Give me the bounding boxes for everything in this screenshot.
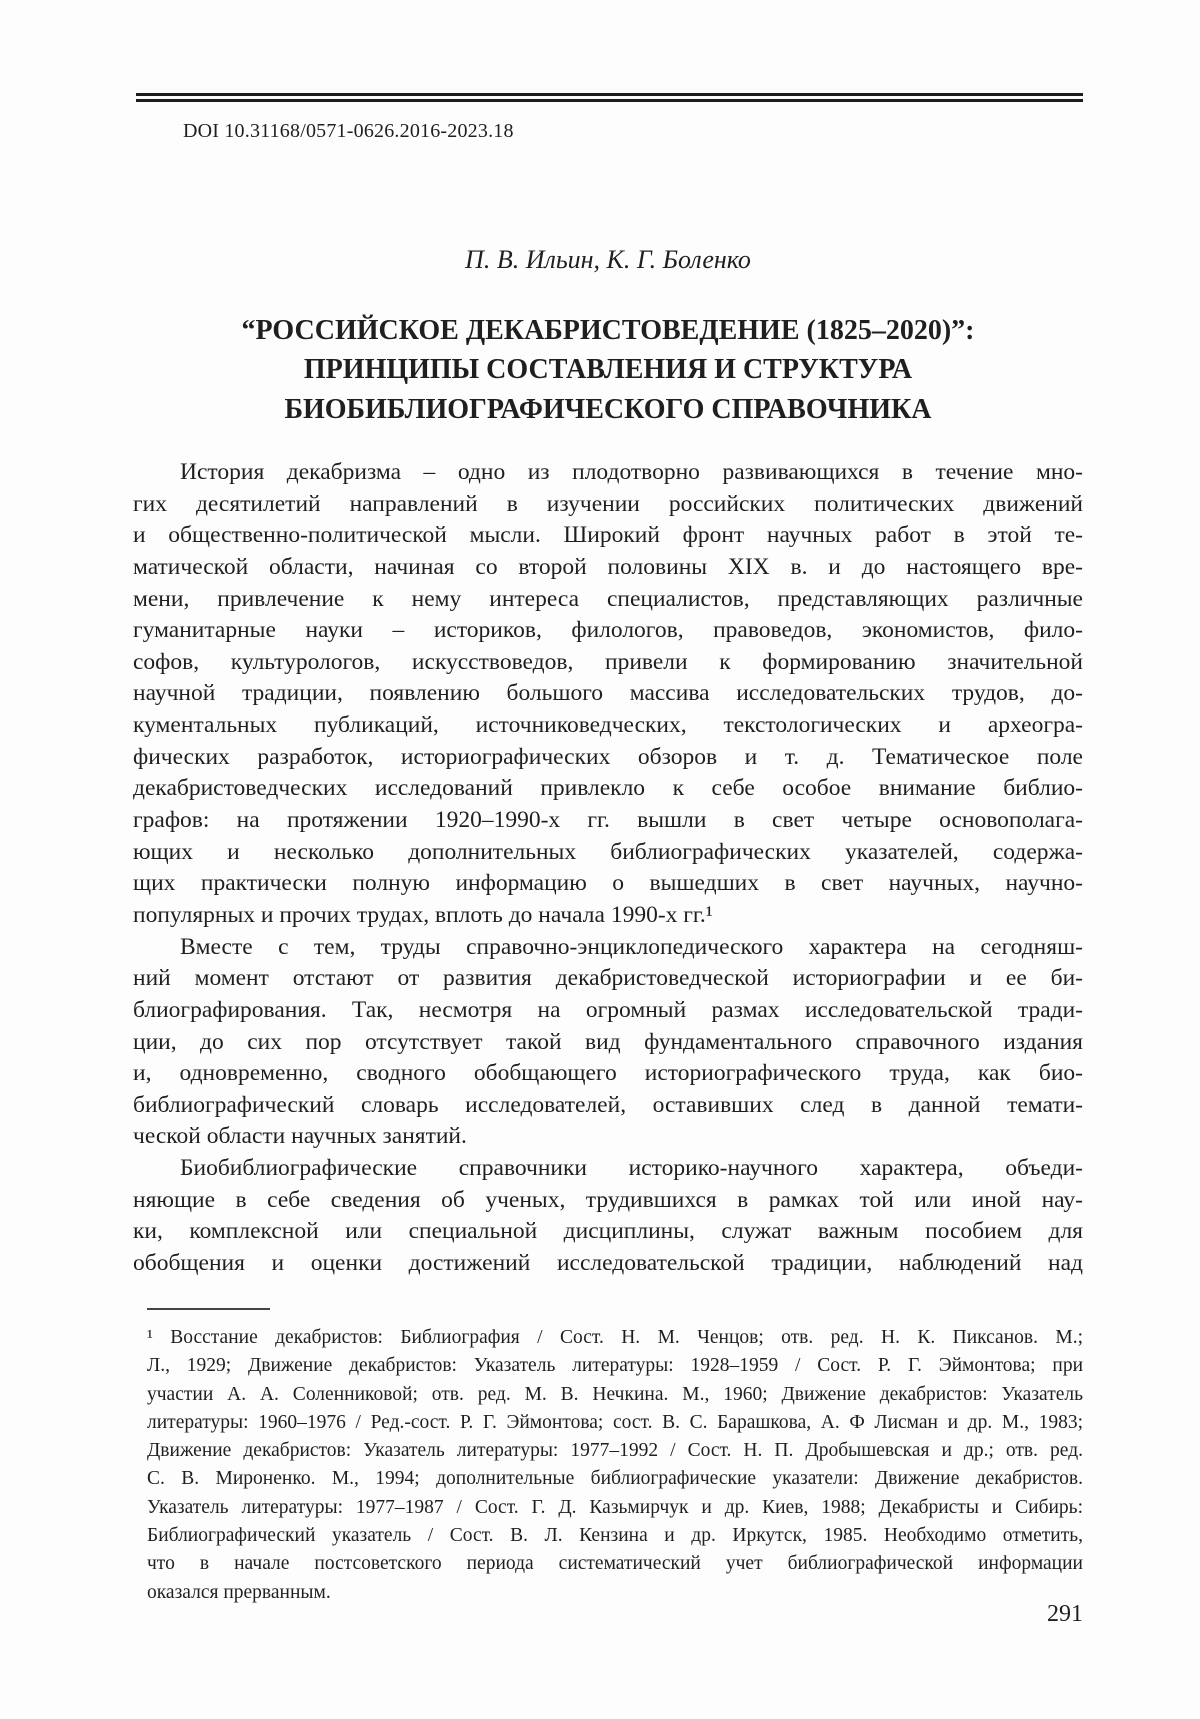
footnote-separator — [147, 1308, 270, 1310]
double-rule — [136, 93, 1083, 102]
body-line: блиографирования. Так, несмотря на огромный размах исследовательской тради- — [133, 996, 1083, 1023]
body-line: декабристоведческих исследований привлекло к себе особое внимание библио- — [133, 775, 1083, 802]
body-line: гих десятилетий направлений в изучении российских политических движений — [133, 490, 1083, 517]
title-line-2: ПРИНЦИПЫ СОСТАВЛЕНИЯ И СТРУКТУРА — [303, 354, 913, 386]
body-line: обобщения и оценки достижений исследовательской традиции, наблюдений над — [133, 1250, 1083, 1277]
body-line: Биобиблиографические справочники историко-научного характера, объеди- — [180, 1155, 1083, 1182]
body-line: софов, культурологов, искусствоведов, привели к формированию значительной — [133, 648, 1083, 675]
page-number: 291 — [1047, 1601, 1083, 1627]
body-line: и общественно-политической мысли. Широкий фронт научных работ в этой те- — [133, 522, 1083, 549]
body-line: научной традиции, появлению большого массива исследовательских трудов, до- — [133, 680, 1083, 707]
body-line: мени, привлечение к нему интереса специалистов, представляющих различные — [133, 585, 1083, 612]
body-line: графов: на протяжении 1920–1990-х гг. вышли в свет четыре основополага- — [133, 807, 1083, 834]
body-line: ки, комплексной или специальной дисциплины, служат важным пособием для — [133, 1218, 1083, 1245]
footnote-line: ¹ Восстание декабристов: Библиография / Сост. Н. М. Ченцов; отв. ред. Н. К. Пиксанов. М.; — [147, 1327, 1083, 1348]
doi-line: DOI 10.31168/0571-0626.2016-2023.18 — [183, 120, 514, 142]
article-title — [133, 311, 1083, 429]
authors-line: П. В. Ильин, К. Г. Боленко — [465, 245, 751, 274]
body-line: кументальных публикаций, источниковедческих, текстологических и археогра- — [133, 712, 1083, 739]
body-line: популярных и прочих трудах, вплоть до начала 1990-х гг.¹ — [133, 901, 713, 928]
body-line: фических разработок, историографических обзоров и т. д. Тематическое поле — [133, 743, 1083, 770]
body-line: ющих и несколько дополнительных библиографических указателей, содержа- — [133, 838, 1083, 865]
body-line: ний момент отстают от развития декабристоведческой историографии и ее би- — [133, 965, 1083, 992]
body-line: и, одновременно, сводного обобщающего историографического труда, как био- — [133, 1060, 1083, 1087]
footnote-line: участии А. А. Соленниковой; отв. ред. М. В. Нечкина. М., 1960; Движение декабристов: Указатель — [147, 1383, 1083, 1405]
body-line: ческой области научных занятий. — [133, 1123, 467, 1150]
footnote-line: что в начале постсоветского периода систематический учет библиографической информации — [147, 1553, 1083, 1575]
body-line: матической области, начиная со второй половины XIX в. и до настоящего вре- — [133, 553, 1083, 580]
footnote-line: Указатель литературы: 1977–1987 / Сост. Г. Д. Казьмирчук и др. Киев, 1988; Декабристы и Сибирь: — [147, 1496, 1083, 1518]
body-line: щих практически полную информацию о вышедших в свет научных, научно- — [133, 870, 1083, 897]
title-line-1: “РОССИЙСКОЕ ДЕКАБРИСТОВЕДЕНИЕ (1825–2020)”: — [241, 315, 975, 346]
footnote-line: оказался прерванным. — [147, 1581, 331, 1603]
footnote-text — [147, 1324, 1083, 1607]
body-line: Вместе с тем, труды справочно-энциклопедического характера на сегодняш- — [180, 933, 1083, 960]
body-line: История декабризма – одно из плодотворно развивающихся в течение мно- — [180, 459, 1083, 485]
body-line: библиографический словарь исследователей, оставивших след в данной темати- — [133, 1091, 1083, 1118]
footnote-line: Движение декабристов: Указатель литературы: 1977–1992 / Сост. Н. П. Дробышевская и др.; отв. ред. — [147, 1440, 1083, 1462]
footnote-line: Библиографический указатель / Сост. В. Л. Кензина и др. Иркутск, 1985. Необходимо отметить, — [147, 1525, 1083, 1547]
body-line: гуманитарные науки – историков, филологов, правоведов, экономистов, фило- — [133, 617, 1083, 644]
footnote-line: литературы: 1960–1976 / Ред.-сост. Р. Г. Эймонтова; сост. В. С. Барашкова, А. Ф Лисман и др. М., 1983; — [147, 1411, 1083, 1433]
body-line: ции, до сих пор отсутствует такой вид фундаментального справочного издания — [133, 1028, 1083, 1055]
footnote-line: С. В. Мироненко. М., 1994; дополнительные библиографические указатели: Движение декабристов. — [147, 1468, 1083, 1490]
title-line-3: БИОБИБЛИОГРАФИЧЕСКОГО СПРАВОЧНИКА — [284, 393, 932, 425]
body-line: няющие в себе сведения об ученых, трудившихся в рамках той или иной нау- — [133, 1186, 1083, 1213]
body-text — [133, 457, 1083, 1280]
footnote-line: Л., 1929; Движение декабристов: Указатель литературы: 1928–1959 / Сост. Р. Г. Эймонтова; при — [147, 1355, 1083, 1377]
